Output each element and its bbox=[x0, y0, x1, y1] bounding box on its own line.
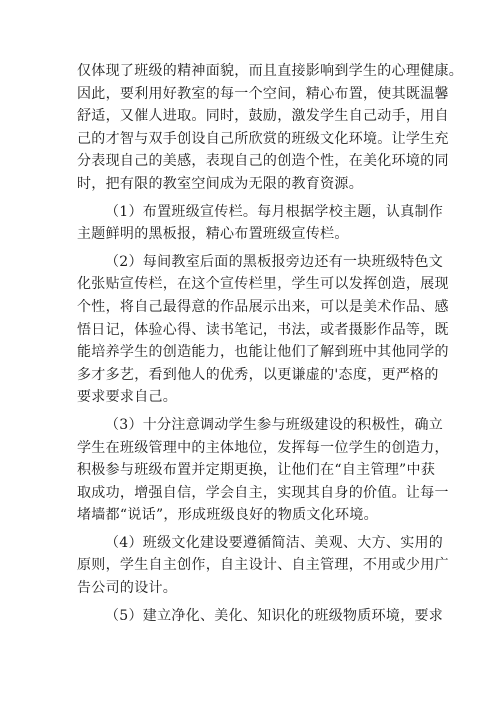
text-line: 学生在班级管理中的主体地位，发挥每一位学生的创造力， bbox=[77, 439, 449, 456]
text-line: 原则，学生自主创作，自主设计、自主管理，不用或少用广 bbox=[77, 557, 449, 574]
text-line: 化张贴宣传栏，在这个宣传栏里，学生可以发挥创造，展现 bbox=[77, 276, 449, 293]
document-body bbox=[77, 60, 464, 627]
text-line: 能培养学生的创造能力，也能让他们了解到班中其他同学的 bbox=[77, 344, 449, 361]
text-line: 分表现自己的美感，表现自己的创造个性，在美化环境的同 bbox=[77, 153, 449, 170]
text-line: 堵墙都“说话”，形成班级良好的物质文化环境。 bbox=[77, 507, 378, 524]
paragraph-item-3 bbox=[77, 414, 449, 527]
paragraph-item-4 bbox=[77, 532, 449, 600]
text-line: 个性，将自己最得意的作品展示出来，可以是美术作品、感 bbox=[77, 298, 449, 315]
text-line: 己的才智与双手创设自己所欣赏的班级文化环境。让学生充 bbox=[77, 130, 449, 147]
text-line: 时，把有限的教室空间成为无限的教育资源。 bbox=[77, 175, 363, 192]
text-line: （5）建立净化、美化、知识化的班级物质环境，要求 bbox=[105, 607, 444, 624]
text-line: 多才多艺，看到他人的优秀，以更谦虚的'态度，更严格的 bbox=[77, 366, 439, 383]
paragraph-item-1 bbox=[77, 201, 444, 246]
paragraph-item-2 bbox=[77, 251, 449, 409]
text-line: 主题鲜明的黑板报，精心布置班级宣传栏。 bbox=[77, 226, 349, 243]
text-line: （2）每间教室后面的黑板报旁边还有一块班级特色文 bbox=[105, 253, 444, 270]
text-line: 舒适，又催人进取。同时，鼓励，激发学生自己动手，用自 bbox=[77, 108, 449, 125]
text-line: 仅体现了班级的精神面貌，而且直接影响到学生的心理健康。 bbox=[77, 63, 464, 79]
text-line: 取成功，增强自信，学会自主，实现其自身的价值。让每一 bbox=[77, 484, 449, 501]
text-line: 要求要求自己。 bbox=[77, 389, 178, 406]
paragraph-intro bbox=[77, 60, 464, 196]
text-line: 积极参与班级布置并定期更换，让他们在“自主管理”中获 bbox=[77, 462, 436, 479]
text-line: （1）布置班级宣传栏。每月根据学校主题，认真制作 bbox=[105, 203, 444, 220]
text-line: 因此，要利用好教室的每一个空间，精心布置，使其既温馨 bbox=[77, 85, 449, 102]
text-line: 悟日记，体验心得、读书笔记，书法，或者摄影作品等，既 bbox=[77, 321, 449, 338]
text-line: 告公司的设计。 bbox=[77, 580, 178, 597]
text-line: （3）十分注意调动学生参与班级建设的积极性，确立 bbox=[105, 416, 444, 433]
paragraph-item-5 bbox=[77, 605, 444, 628]
text-line: （4）班级文化建设要遵循简洁、美观、大方、实用的 bbox=[105, 534, 444, 551]
